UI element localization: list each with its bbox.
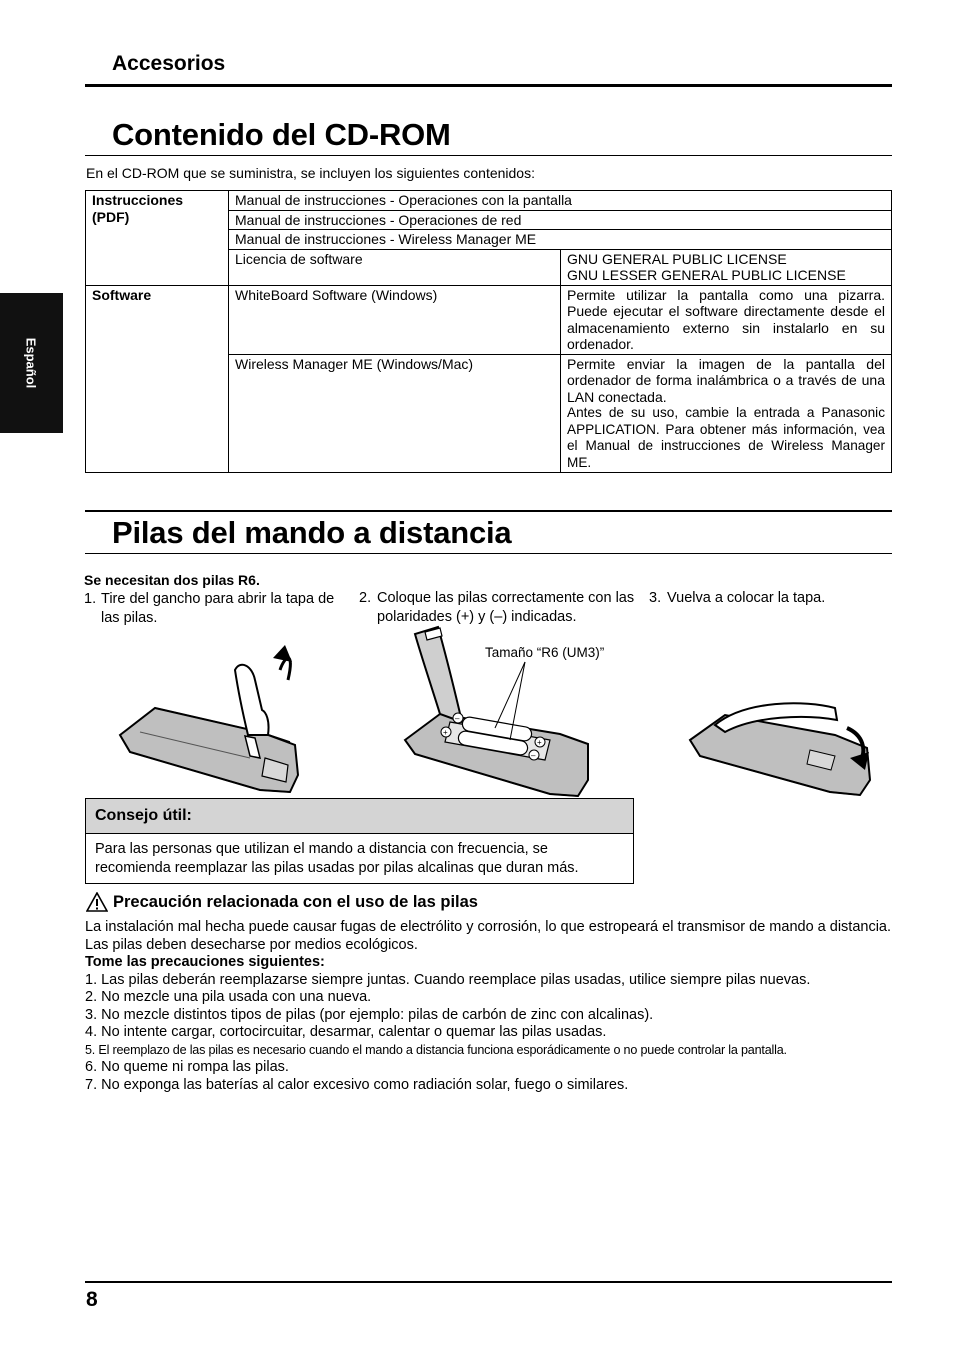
section-header: Accesorios: [112, 52, 226, 75]
list-item: 6. No queme ni rompa las pilas.: [85, 1059, 289, 1075]
cdrom-contents-table: [85, 190, 892, 473]
step-3: [649, 589, 889, 608]
table-cell: WhiteBoard Software (Windows): [229, 285, 561, 354]
step-text: Tire del gancho para abrir la tapa de las pilas.: [101, 591, 335, 626]
caution-subhead: Tome las precauciones siguientes:: [85, 954, 325, 970]
cdrom-intro: En el CD-ROM que se suministra, se incluyen los siguientes contenidos:: [86, 165, 535, 181]
caution-body: [85, 919, 893, 1094]
header-rule: [85, 84, 892, 87]
batteries-title-rule: [85, 553, 892, 554]
step-number: 1.: [84, 591, 97, 607]
list-item: 5. El reemplazo de las pilas es necesario cuando el mando a distancia funciona esporádicamente o no puede controlar la pantalla.: [85, 1042, 787, 1057]
batteries-top-rule: [85, 510, 892, 512]
tip-box: [85, 798, 634, 884]
table-cell-wireless-desc: [561, 354, 892, 473]
plus-symbol: +: [537, 738, 542, 747]
battery-size-label: Tamaño “R6 (UM3)”: [485, 645, 605, 660]
category-instrucciones: Instrucciones (PDF): [86, 191, 229, 286]
step-number: 2.: [359, 590, 372, 606]
step-text: Vuelva a colocar la tapa.: [667, 590, 826, 606]
minus-symbol: –: [531, 751, 536, 760]
tip-body: Para las personas que utilizan el mando a distancia con frecuencia, se recomienda reemplazar las pilas usadas por pilas alcalinas que duran más.: [95, 841, 579, 876]
caution-title: Precaución relacionada con el uso de las pilas: [113, 892, 478, 911]
cdrom-title: Contenido del CD-ROM: [112, 117, 451, 152]
tip-title: Consejo útil:: [86, 799, 633, 834]
list-item: 3. No mezcle distintos tipos de pilas (por ejemplo: pilas de carbón de zinc con alcalinas).: [85, 1006, 654, 1023]
caution-intro: La instalación mal hecha puede causar fugas de electrólito y corrosión, lo que estropeará el transmisor de mando a distancia. Las pilas deben desecharse por medios ecológicos.: [85, 919, 892, 953]
footer-rule: [85, 1281, 892, 1283]
table-cell: Manual de instrucciones - Wireless Manager ME: [229, 230, 892, 250]
table-cell: Wireless Manager ME (Windows/Mac): [229, 354, 561, 473]
page-number: 8: [86, 1288, 98, 1311]
list-item: 2. No mezcle una pila usada con una nueva.: [85, 989, 372, 1005]
step-number: 3.: [649, 590, 662, 606]
table-cell: Manual de instrucciones - Operaciones de red: [229, 210, 892, 230]
table-cell: Licencia de software: [229, 249, 561, 285]
table-cell: Permite utilizar la pantalla como una pizarra. Puede ejecutar el software directamente desde el almacenamiento externo sin instalarlo en su ordenador.: [561, 285, 892, 354]
step-text: Coloque las pilas correctamente con las polaridades (+) y (–) indicadas.: [377, 590, 635, 625]
batteries-title: Pilas del mando a distancia: [112, 515, 512, 550]
caution-heading: [86, 892, 478, 912]
table-cell-licenses: [561, 249, 892, 285]
category-software: Software: [86, 285, 229, 473]
language-side-tab: [0, 293, 63, 433]
remote-open-cover-illustration: [110, 640, 310, 800]
language-label: Español: [23, 337, 39, 389]
list-item: 4. No intente cargar, cortocircuitar, desarmar, calentar o quemar las pilas usadas.: [85, 1024, 607, 1040]
wireless-desc-2: Antes de su uso, cambie la entrada a Panasonic APPLICATION. Para obtener más información, vea el Manual de instrucciones de Wireless Manager ME.: [567, 405, 885, 470]
plus-symbol: +: [443, 728, 448, 737]
list-item: 1. Las pilas deberán reemplazarse siempre juntas. Cuando reemplace pilas usadas, utilice siempre pilas nuevas.: [85, 971, 811, 988]
remote-close-cover-illustration: [685, 690, 880, 805]
list-item: 7. No exponga las baterías al calor excesivo como radiación solar, fuego o similares.: [85, 1076, 629, 1093]
cdrom-title-rule: [85, 155, 892, 156]
wireless-desc: Permite enviar la imagen de la pantalla del ordenador de forma inalámbrica o a través de una LAN conectada.: [567, 355, 885, 405]
gpl-text: GNU GENERAL PUBLIC LICENSE: [567, 250, 787, 267]
table-cell: Manual de instrucciones - Operaciones con la pantalla: [229, 191, 892, 211]
warning-icon: [86, 892, 108, 912]
step-1: [84, 590, 344, 628]
batteries-required: Se necesitan dos pilas R6.: [84, 572, 260, 588]
lgpl-text: GNU LESSER GENERAL PUBLIC LICENSE: [567, 267, 846, 283]
minus-symbol: –: [455, 714, 460, 723]
